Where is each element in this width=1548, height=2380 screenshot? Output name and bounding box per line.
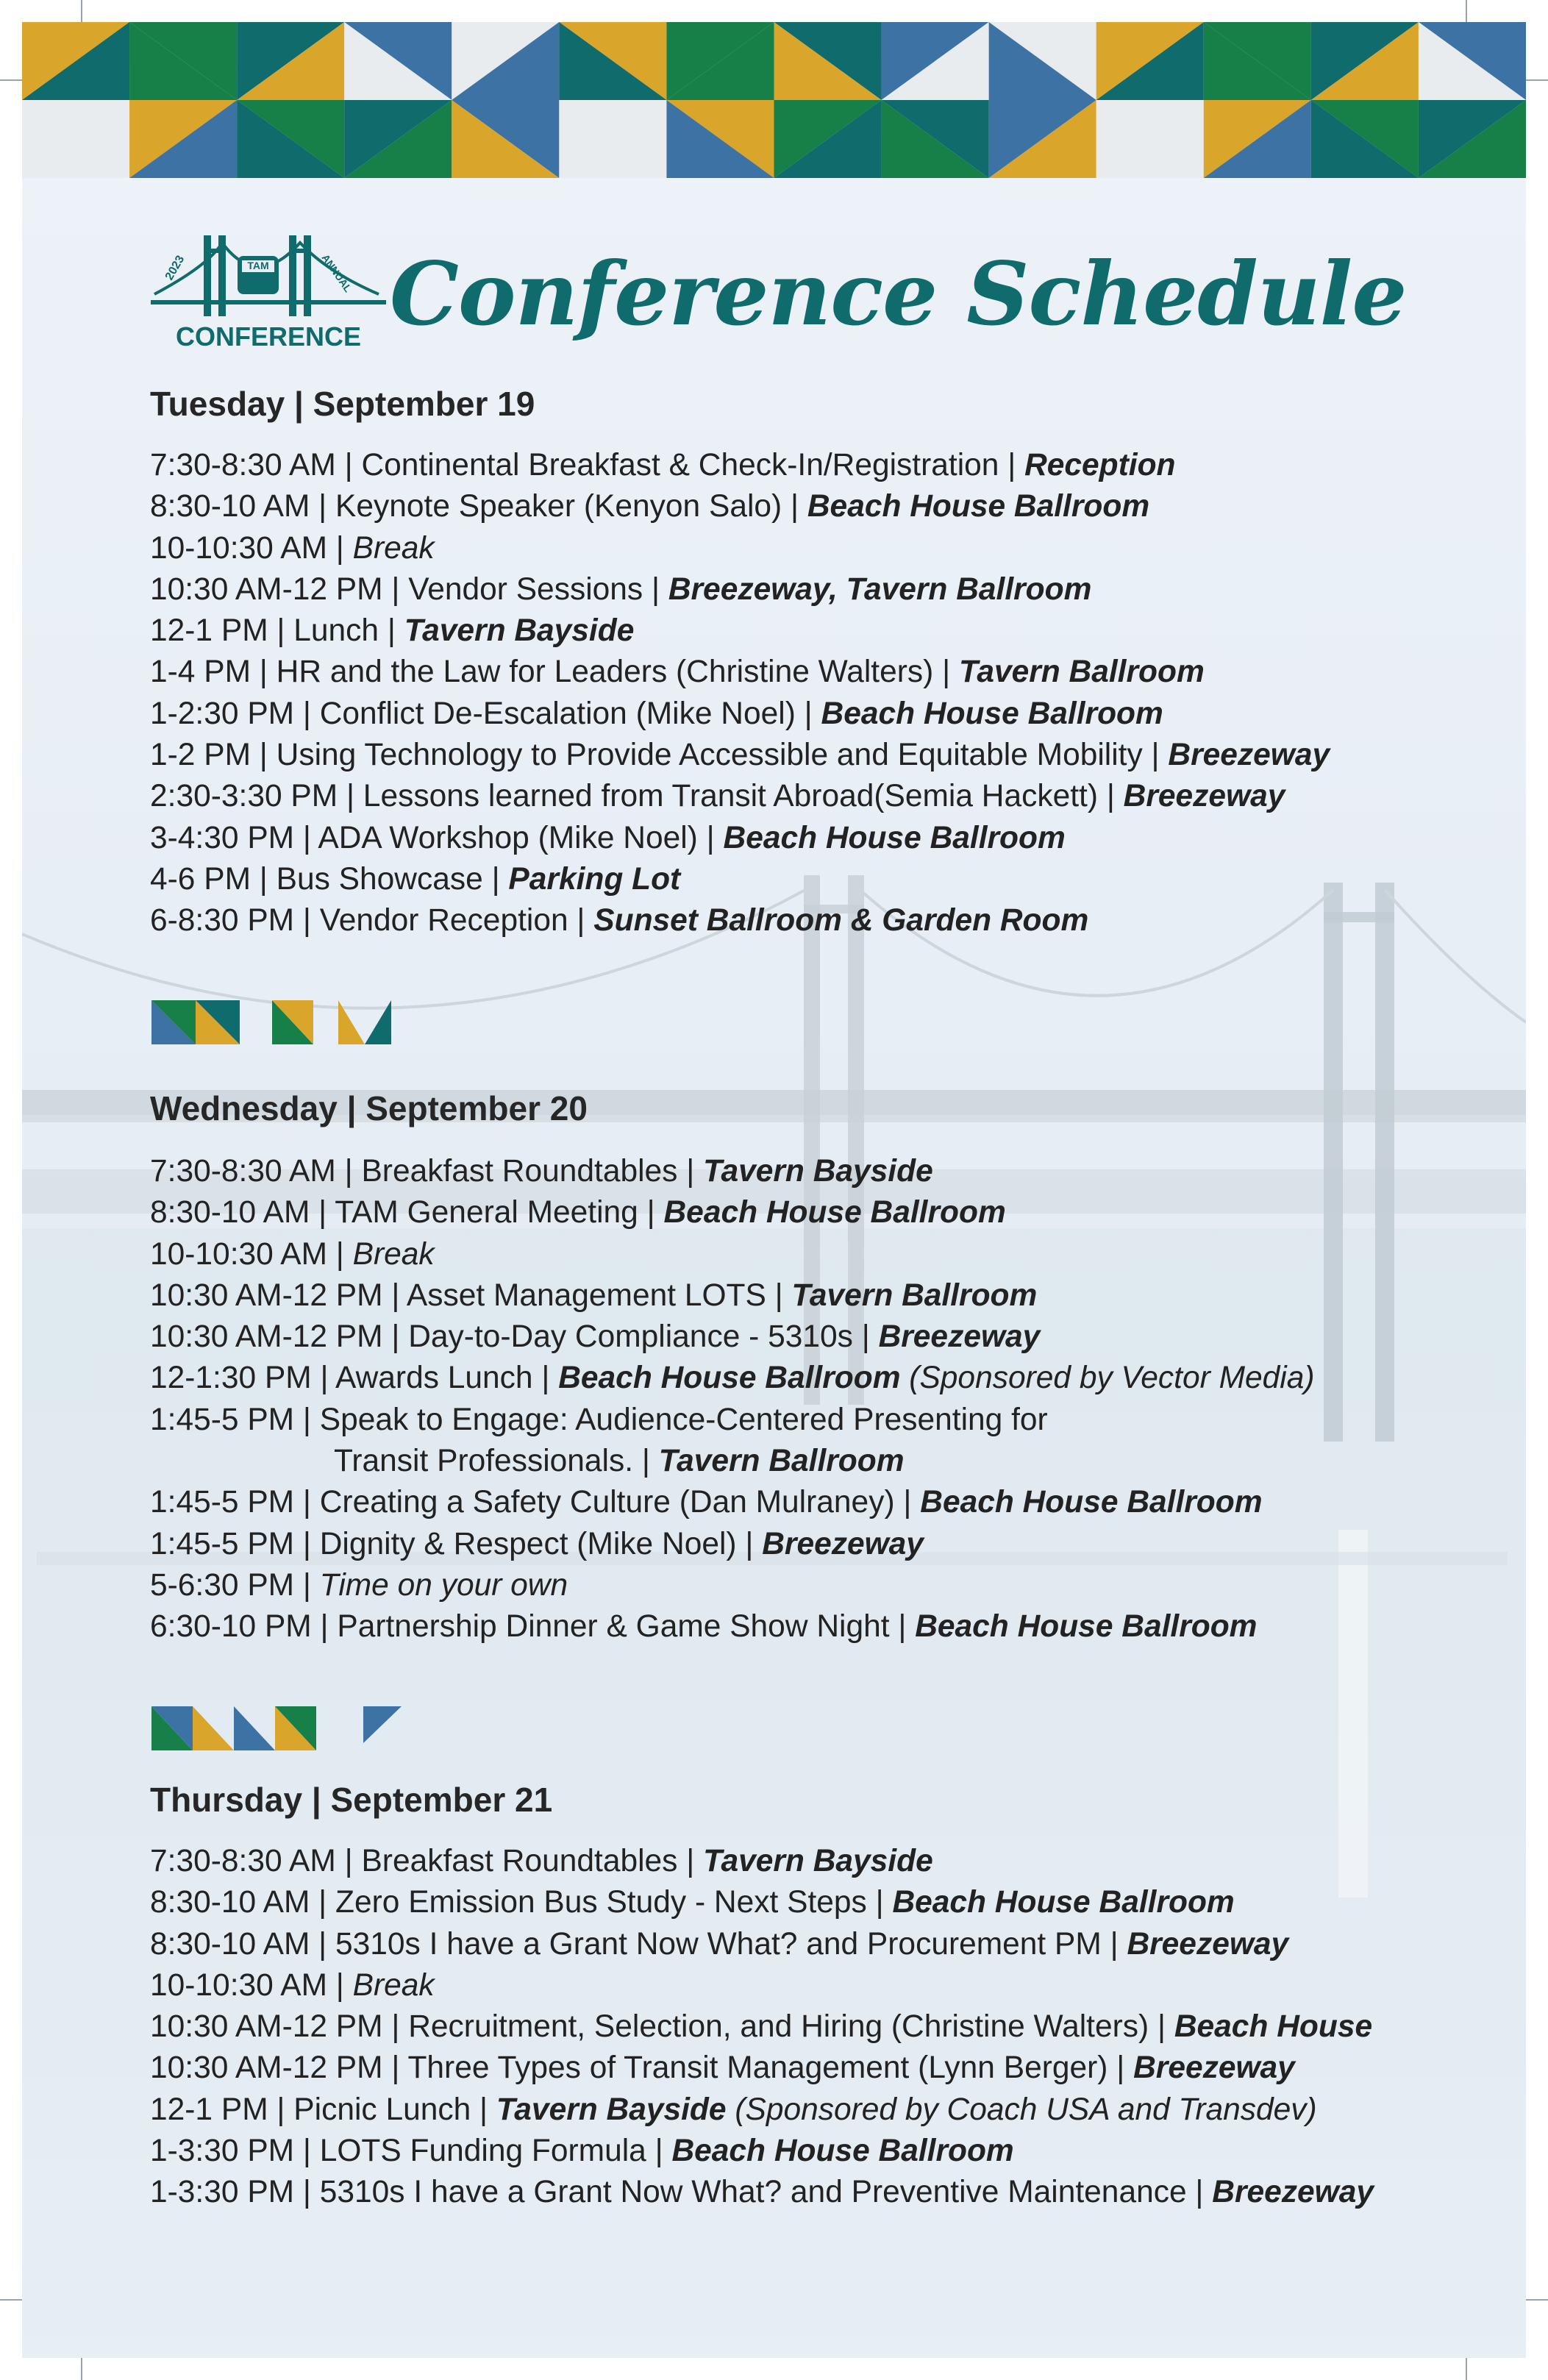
schedule-time-title: 6:30-10 PM | Partnership Dinner & Game Show Night | [150, 1609, 916, 1645]
schedule-location: Tavern Bayside [496, 2092, 727, 2127]
schedule-time-title: 1:45-5 PM | Dignity & Respect (Mike Noel) | [150, 1526, 763, 1561]
schedule-location: Breezeway [1133, 2051, 1295, 2086]
schedule-continuation-text: Transit Professionals. | [334, 1444, 659, 1479]
schedule-item [150, 859, 1330, 900]
schedule-location: Tavern Ballroom [791, 1278, 1038, 1313]
schedule-location: Breezeway [878, 1319, 1041, 1355]
schedule-time-title: 10:30 AM-12 PM | Three Types of Transit Management (Lynn Berger) | [150, 2051, 1134, 2086]
schedule-location: Breezeway, Tavern Ballroom [668, 571, 1092, 607]
schedule-time-title: 10-10:30 AM | [150, 1967, 353, 2003]
schedule-location: Beach House Ballroom [892, 1885, 1235, 1920]
schedule-time-title: 1-3:30 PM | 5310s I have a Grant Now What? and Preventive Maintenance | [150, 2175, 1213, 2210]
schedule-location: Beach House [1174, 2009, 1373, 2045]
schedule-sponsor-note: (Sponsored by Vector Media) [900, 1361, 1315, 1396]
schedule-location: Breezeway [1123, 779, 1285, 814]
schedule-location: Beach House Ballroom [723, 820, 1066, 855]
schedule-item [150, 2089, 1374, 2131]
day-heading-thursday: Thursday | September 21 [150, 1781, 553, 1819]
schedule-time-title: 3-4:30 PM | ADA Workshop (Mike Noel) | [150, 820, 724, 855]
schedule-time-title: 12-1 PM | Lunch | [150, 613, 404, 649]
schedule-time-title: 10:30 AM-12 PM | Asset Management LOTS | [150, 1278, 792, 1313]
schedule-item [150, 694, 1330, 735]
schedule-time-title: 8:30-10 AM | TAM General Meeting | [150, 1195, 664, 1230]
schedule-time-title: 10:30 AM-12 PM | Day-to-Day Compliance - 5310s | [150, 1319, 879, 1355]
schedule-location: Beach House Ballroom [920, 1485, 1263, 1520]
schedule-item [150, 776, 1330, 817]
schedule-item [150, 1317, 1315, 1358]
schedule-time-title: 8:30-10 AM | 5310s I have a Grant Now What? and Procurement PM | [150, 1926, 1127, 1962]
schedule-item [150, 1841, 1374, 1882]
schedule-location: Tavern Bayside [404, 613, 635, 649]
schedule-list-wednesday [150, 1151, 1315, 1648]
schedule-item [150, 610, 1330, 652]
schedule-time-title: 1-3:30 PM | LOTS Funding Formula | [150, 2134, 672, 2169]
schedule-item [150, 569, 1330, 610]
schedule-item [150, 2172, 1374, 2213]
logo-badge-text: TAM [247, 260, 269, 271]
schedule-location: Tavern Ballroom [658, 1444, 905, 1479]
schedule-location: Breezeway [1212, 2175, 1374, 2210]
conference-logo [151, 221, 386, 360]
schedule-sponsor-note: (Sponsored by Coach USA and Transdev) [726, 2092, 1317, 2127]
schedule-time-title: 8:30-10 AM | Zero Emission Bus Study - Next Steps | [150, 1885, 893, 1920]
day-heading-tuesday: Tuesday | September 19 [150, 385, 535, 423]
page-title: Conference Schedule [390, 243, 1407, 345]
schedule-item [150, 1606, 1315, 1647]
schedule-list-tuesday [150, 445, 1330, 942]
schedule-item [150, 735, 1330, 776]
schedule-time-title: 1:45-5 PM | Creating a Safety Culture (Dan Mulraney) | [150, 1485, 921, 1520]
schedule-item [150, 1275, 1315, 1317]
logo-word-text: CONFERENCE [175, 321, 362, 352]
schedule-time-title: 12-1:30 PM | Awards Lunch | [150, 1361, 559, 1396]
schedule-time-title: 8:30-10 AM | Keynote Speaker (Kenyon Salo) | [150, 489, 807, 524]
schedule-item [150, 1400, 1315, 1483]
schedule-item [150, 486, 1330, 527]
schedule-item [150, 1965, 1374, 2006]
schedule-location: Beach House Ballroom [807, 489, 1150, 524]
schedule-time-title: 1-2:30 PM | Conflict De-Escalation (Mike Noel) | [150, 696, 821, 731]
schedule-location: Beach House Ballroom [915, 1609, 1258, 1645]
schedule-time-title: 1:45-5 PM | Speak to Engage: Audience-Centered Presenting for [150, 1402, 1048, 1437]
schedule-location: Breezeway [1168, 738, 1330, 773]
schedule-item [150, 1234, 1315, 1275]
schedule-item [150, 1882, 1374, 1923]
schedule-time-title: 10-10:30 AM | [150, 1236, 353, 1272]
schedule-location: Tavern Ballroom [958, 655, 1205, 690]
schedule-break-label: Break [352, 1236, 435, 1272]
schedule-location: Breezeway [762, 1526, 924, 1561]
logo-year-text: 2023 [163, 253, 188, 282]
schedule-item [150, 1192, 1315, 1233]
schedule-item [150, 652, 1330, 693]
schedule-page [22, 22, 1526, 2358]
schedule-time-title: 6-8:30 PM | Vendor Reception | [150, 903, 594, 938]
schedule-time-title: 10-10:30 AM | [150, 530, 353, 566]
schedule-item [150, 1924, 1374, 1965]
schedule-item [150, 528, 1330, 569]
schedule-item [150, 1151, 1315, 1192]
schedule-time-title: 2:30-3:30 PM | Lessons learned from Transit Abroad(Semia Hackett) | [150, 779, 1124, 814]
schedule-location: Tavern Bayside [703, 1844, 933, 1878]
schedule-time-title: 10:30 AM-12 PM | Vendor Sessions | [150, 571, 668, 607]
schedule-location: Beach House Ballroom [671, 2134, 1014, 2169]
section-divider [151, 1706, 446, 1750]
geometric-banner [22, 22, 1526, 178]
logo-annual-text: ANNUAL [319, 252, 354, 295]
schedule-list-thursday [150, 1841, 1374, 2214]
schedule-time-title: 1-4 PM | HR and the Law for Leaders (Christine Walters) | [150, 655, 959, 690]
schedule-time-title: 7:30-8:30 AM | Continental Breakfast & Check-In/Registration | [150, 448, 1025, 482]
schedule-item [150, 2006, 1374, 2048]
schedule-break-label: Time on your own [319, 1567, 568, 1603]
section-divider [151, 1000, 446, 1044]
schedule-item [150, 445, 1330, 486]
schedule-time-title: 1-2 PM | Using Technology to Provide Accessible and Equitable Mobility | [150, 738, 1169, 773]
schedule-item [150, 2131, 1374, 2172]
schedule-location: Parking Lot [508, 861, 681, 897]
schedule-item [150, 1524, 1315, 1565]
schedule-item [150, 818, 1330, 859]
schedule-break-label: Break [352, 530, 435, 566]
schedule-location: Beach House Ballroom [821, 696, 1163, 731]
schedule-item [150, 2048, 1374, 2089]
schedule-time-title: 7:30-8:30 AM | Breakfast Roundtables | [150, 1844, 704, 1878]
schedule-continuation [150, 1441, 1315, 1482]
schedule-location: Reception [1024, 448, 1176, 482]
schedule-item [150, 1565, 1315, 1606]
schedule-time-title: 12-1 PM | Picnic Lunch | [150, 2092, 496, 2127]
schedule-time-title: 4-6 PM | Bus Showcase | [150, 861, 509, 897]
schedule-time-title: 5-6:30 PM | [150, 1567, 320, 1603]
schedule-time-title: 7:30-8:30 AM | Breakfast Roundtables | [150, 1154, 704, 1189]
schedule-time-title: 10:30 AM-12 PM | Recruitment, Selection, and Hiring (Christine Walters) | [150, 2009, 1174, 2045]
schedule-location: Beach House Ballroom [558, 1361, 901, 1396]
schedule-item [150, 1482, 1315, 1523]
schedule-location: Breezeway [1127, 1926, 1289, 1962]
schedule-location: Tavern Bayside [703, 1154, 933, 1189]
schedule-break-label: Break [352, 1967, 435, 2003]
schedule-item [150, 900, 1330, 941]
schedule-item [150, 1358, 1315, 1399]
schedule-location: Beach House Ballroom [663, 1195, 1006, 1230]
day-heading-wednesday: Wednesday | September 20 [150, 1089, 588, 1127]
schedule-location: Sunset Ballroom & Garden Room [593, 903, 1089, 938]
